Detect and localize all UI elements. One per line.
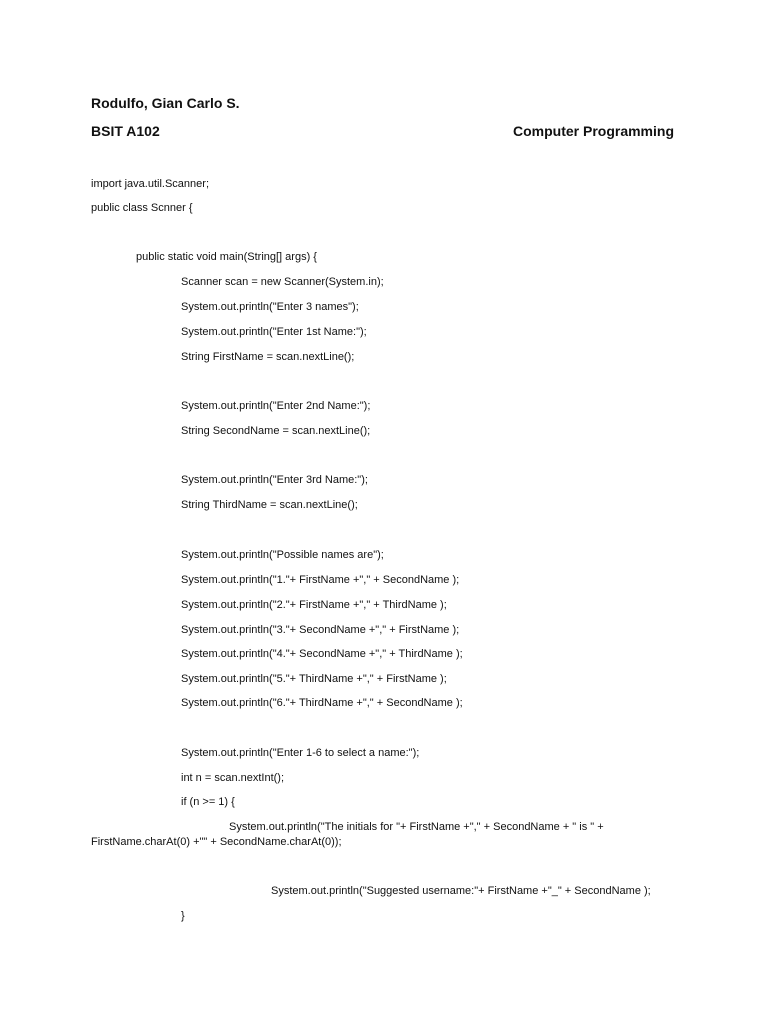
code-scanner-init: Scanner scan = new Scanner(System.in); bbox=[181, 276, 384, 288]
code-option-3: System.out.println("3."+ SecondName +"," + FirstName ); bbox=[181, 624, 460, 636]
code-read-first: String FirstName = scan.nextLine(); bbox=[181, 351, 355, 363]
code-prompt-three: System.out.println("Enter 3 names"); bbox=[181, 301, 359, 313]
code-main-declaration: public static void main(String[] args) { bbox=[136, 251, 317, 263]
code-initials-line-1: System.out.println("The initials for "+ FirstName +"," + SecondName + " is " + bbox=[229, 821, 604, 833]
code-option-4: System.out.println("4."+ SecondName +"," + ThirdName ); bbox=[181, 648, 463, 660]
code-prompt-second: System.out.println("Enter 2nd Name:"); bbox=[181, 400, 371, 412]
code-option-5: System.out.println("5."+ ThirdName +"," + FirstName ); bbox=[181, 673, 447, 685]
code-class-declaration: public class Scnner { bbox=[91, 202, 193, 214]
code-option-2: System.out.println("2."+ FirstName +"," + ThirdName ); bbox=[181, 599, 447, 611]
code-option-6: System.out.println("6."+ ThirdName +"," + SecondName ); bbox=[181, 697, 463, 709]
code-if-open: if (n >= 1) { bbox=[181, 796, 235, 808]
student-section: BSIT A102 bbox=[91, 123, 160, 139]
code-prompt-select: System.out.println("Enter 1-6 to select a name:"); bbox=[181, 747, 420, 759]
code-possible-names: System.out.println("Possible names are"); bbox=[181, 549, 384, 561]
code-suggested-username: System.out.println("Suggested username:"+ FirstName +"_" + SecondName ); bbox=[271, 885, 651, 897]
code-if-close: } bbox=[181, 910, 185, 922]
code-prompt-first: System.out.println("Enter 1st Name:"); bbox=[181, 326, 367, 338]
course-title: Computer Programming bbox=[512, 123, 674, 139]
code-read-second: String SecondName = scan.nextLine(); bbox=[181, 425, 371, 437]
code-read-int: int n = scan.nextInt(); bbox=[181, 772, 285, 784]
code-import: import java.util.Scanner; bbox=[91, 178, 209, 190]
code-prompt-third: System.out.println("Enter 3rd Name:"); bbox=[181, 474, 368, 486]
code-option-1: System.out.println("1."+ FirstName +"," + SecondName ); bbox=[181, 574, 460, 586]
student-name: Rodulfo, Gian Carlo S. bbox=[91, 95, 240, 111]
code-read-third: String ThirdName = scan.nextLine(); bbox=[181, 499, 358, 511]
code-initials-line-2: FirstName.charAt(0) +"" + SecondName.charAt(0)); bbox=[91, 836, 342, 848]
